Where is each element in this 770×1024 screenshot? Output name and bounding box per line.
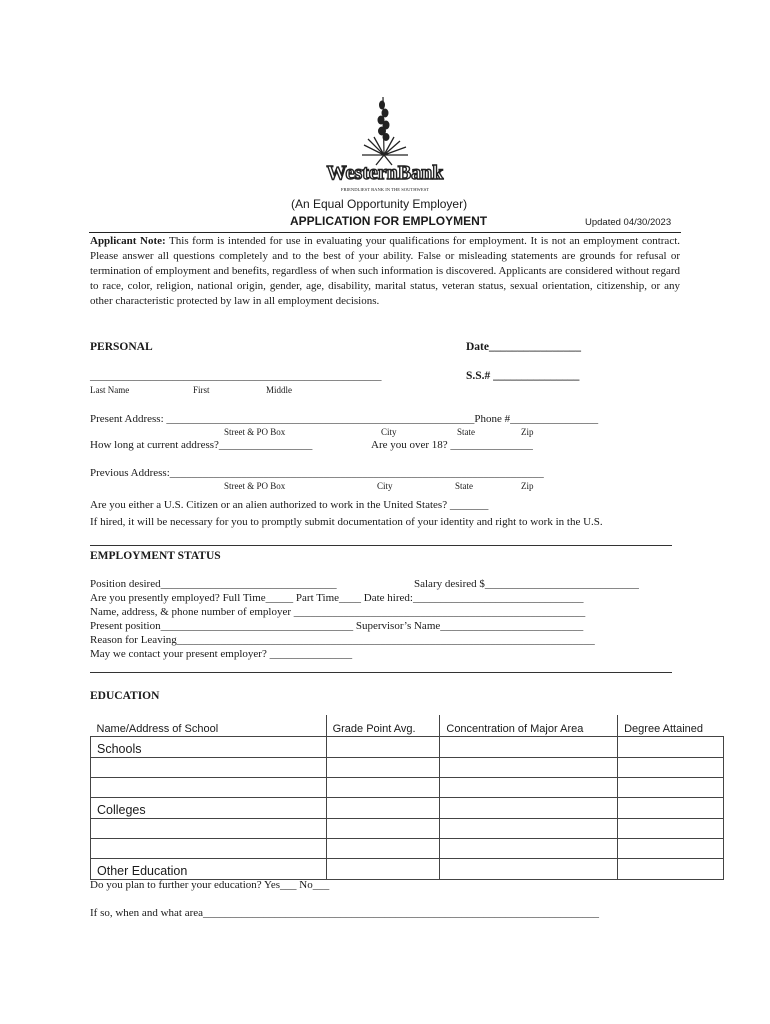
logo-tagline: FRIENDLIEST BANK IN THE SOUTHWEST xyxy=(340,187,430,192)
table-cell[interactable] xyxy=(618,839,724,859)
table-row xyxy=(91,778,724,798)
present-state-label: State xyxy=(457,427,475,437)
column-header: Name/Address of School xyxy=(91,715,327,737)
present-position-field[interactable]: Present position___________________________________ Supervisor’s Name__________________________ xyxy=(90,620,584,632)
table-cell[interactable] xyxy=(618,758,724,778)
group-label-schools: Schools xyxy=(91,737,327,758)
applicant-note xyxy=(90,234,680,309)
page-title: APPLICATION FOR EMPLOYMENT xyxy=(290,214,488,228)
updated-date: Updated 04/30/2023 xyxy=(585,217,672,228)
table-cell[interactable] xyxy=(440,859,618,880)
previous-street-label: Street & PO Box xyxy=(224,481,286,491)
previous-state-label: State xyxy=(455,481,473,491)
table-cell[interactable] xyxy=(440,798,618,819)
table-cell[interactable] xyxy=(440,839,618,859)
middle-name-label: Middle xyxy=(266,385,292,395)
when-what-area-field[interactable]: If so, when and what area________________________________________________________________________ xyxy=(90,907,600,919)
position-desired-field[interactable]: Position desired________________________________ xyxy=(90,578,337,590)
salary-desired-field[interactable]: Salary desired $____________________________ xyxy=(414,578,639,590)
applicant-note-text: This form is intended for use in evaluating your qualifications for employment. It is not an employment contract. Please answer all questions completely and to the best of your ability. False or misleading statements are grounds for refusal or termination of employment and benefits, regardless of when such information is discovered. Applicants are considered without regard to race, color, religion, national origin, gender, age, disability, marital status, veteran status, sexual orientation, citizenship, or any other characteristic protected by law in all employment decisions. xyxy=(90,235,681,307)
present-city-label: City xyxy=(381,427,397,437)
eoe-statement: (An Equal Opportunity Employer) xyxy=(291,197,468,211)
header-divider xyxy=(89,232,681,233)
table-cell[interactable] xyxy=(440,778,618,798)
section-divider xyxy=(90,545,672,546)
table-cell[interactable] xyxy=(91,778,327,798)
applicant-note-label: Applicant Note: xyxy=(90,235,166,247)
first-name-label: First xyxy=(193,385,210,395)
how-long-field[interactable]: How long at current address?_________________ xyxy=(90,439,313,451)
table-row xyxy=(91,737,724,758)
over-18-field[interactable]: Are you over 18? _______________ xyxy=(371,439,533,451)
previous-city-label: City xyxy=(377,481,393,491)
personal-heading: PERSONAL xyxy=(90,341,153,353)
table-cell[interactable] xyxy=(618,819,724,839)
table-cell[interactable] xyxy=(440,819,618,839)
table-cell[interactable] xyxy=(91,819,327,839)
present-zip-label: Zip xyxy=(521,427,534,437)
date-field[interactable]: Date________________ xyxy=(466,341,581,353)
present-address-field[interactable]: Present Address: ________________________________________________________Phone #________________ xyxy=(90,413,599,425)
further-education-question[interactable]: Do you plan to further your education? Yes___ No___ xyxy=(90,879,330,891)
column-header: Concentration of Major Area xyxy=(440,715,618,737)
yucca-plant-icon xyxy=(362,97,408,165)
table-cell[interactable] xyxy=(326,758,440,778)
present-street-label: Street & PO Box xyxy=(224,427,286,437)
group-label-other-education: Other Education xyxy=(91,859,327,880)
presently-employed-field[interactable]: Are you presently employed? Full Time_____ Part Time____ Date hired:_______________________________ xyxy=(90,592,584,604)
table-cell[interactable] xyxy=(91,839,327,859)
table-row xyxy=(91,758,724,778)
contact-employer-field[interactable]: May we contact your present employer? _______________ xyxy=(90,648,353,660)
logo-wordmark: WesternBank xyxy=(326,162,444,184)
column-header: Degree Attained xyxy=(618,715,724,737)
table-cell[interactable] xyxy=(326,778,440,798)
section-divider xyxy=(90,672,672,673)
table-cell[interactable] xyxy=(326,819,440,839)
education-table xyxy=(90,715,724,880)
table-cell[interactable] xyxy=(440,737,618,758)
table-cell[interactable] xyxy=(618,798,724,819)
last-name-label: Last Name xyxy=(90,385,130,395)
ss-field[interactable]: S.S.# _______________ xyxy=(466,370,580,382)
table-cell[interactable] xyxy=(91,758,327,778)
documentation-notice: If hired, it will be necessary for you to promptly submit documentation of your identity and right to work in the U.S. xyxy=(90,516,603,528)
column-header: Grade Point Avg. xyxy=(326,715,440,737)
table-row xyxy=(91,839,724,859)
table-cell[interactable] xyxy=(326,859,440,880)
table-cell[interactable] xyxy=(326,798,440,819)
employer-field[interactable]: Name, address, & phone number of employer _____________________________________________________ xyxy=(90,606,586,618)
western-bank-logo xyxy=(318,95,452,195)
table-cell[interactable] xyxy=(440,758,618,778)
table-cell[interactable] xyxy=(326,839,440,859)
table-row xyxy=(91,798,724,819)
previous-address-field[interactable]: Previous Address:____________________________________________________________________ xyxy=(90,467,544,479)
employment-heading: EMPLOYMENT STATUS xyxy=(90,550,221,562)
table-cell[interactable] xyxy=(618,859,724,880)
reason-leaving-field[interactable]: Reason for Leaving____________________________________________________________________________ xyxy=(90,634,595,646)
table-row xyxy=(91,819,724,839)
education-heading: EDUCATION xyxy=(90,690,160,702)
table-cell[interactable] xyxy=(618,778,724,798)
table-cell[interactable] xyxy=(326,737,440,758)
previous-zip-label: Zip xyxy=(521,481,534,491)
name-field[interactable]: _____________________________________________________ xyxy=(90,370,382,382)
citizen-question[interactable]: Are you either a U.S. Citizen or an alien authorized to work in the United States? _______ xyxy=(90,499,489,511)
group-label-colleges: Colleges xyxy=(91,798,327,819)
table-row xyxy=(91,859,724,880)
table-cell[interactable] xyxy=(618,737,724,758)
